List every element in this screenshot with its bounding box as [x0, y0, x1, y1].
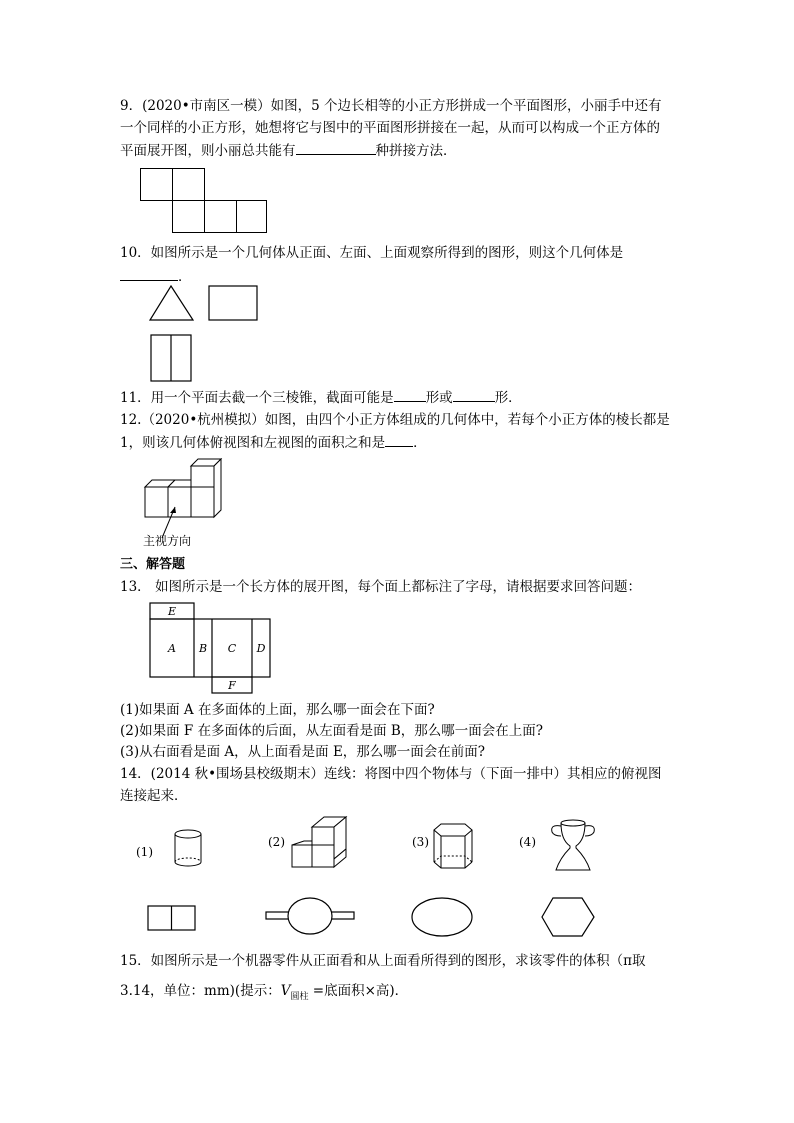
q11-line [120, 387, 522, 408]
view-direction-label: 主视方向 [143, 534, 192, 548]
q14-line2: 连接起来． [120, 788, 188, 804]
answer-blank [296, 140, 376, 155]
q9-line1: 9．(2020•市南区一模）如图，5 个边长相等的小正方形拼成一个平面图形，小丽手中还有 [120, 98, 662, 114]
q14-line1: 14．(2014 秋•围场县校级期末）连线：将图中四个物体与（下面一排中）其相应的俯视图 [120, 766, 662, 782]
answer-blank [385, 432, 413, 447]
q9-squares-figure [140, 168, 270, 234]
q15-line2-before: 3.14，单位：mm)(提示： [120, 983, 281, 999]
face-label: E [167, 605, 177, 618]
cylinder-object [172, 828, 204, 870]
section-title: 三、解答题 [120, 557, 186, 572]
top-view-two-squares [146, 904, 198, 934]
q10-line2-after: ． [178, 269, 192, 285]
top-view-hexagon [540, 896, 596, 940]
q15-line1: 15．如图所示是一个机器零件从正面看和从上面看所得到的图形，求该零件的体积（π取 [120, 953, 646, 969]
cube-front-face [191, 487, 214, 517]
answer-blank [453, 387, 495, 402]
square [237, 201, 267, 233]
q11-middle: 形或 [425, 390, 453, 406]
formula-v: V [280, 983, 291, 999]
cube-front-face [145, 487, 168, 517]
q13-intro: 13． 如图所示是一个长方体的展开图，每个面上都标注了字母，请根据要求回答问题： [120, 579, 641, 595]
q15-line2 [120, 981, 408, 1003]
face-label: F [228, 679, 236, 692]
q11-before: 11．用一个平面去截一个三棱锥，截面可能是 [120, 390, 394, 406]
q13-sub1: (1)如果面 A 在多面体的上面，那么哪一面会在下面? [120, 702, 435, 718]
q12-line2-after: ． [413, 435, 427, 451]
q10-views-figure [148, 284, 263, 384]
stacked-blocks-object [290, 815, 356, 871]
cube-front-face [191, 466, 214, 487]
face-label: D [256, 642, 266, 655]
top-view-circle-with-handles [264, 896, 356, 936]
q13-sub2: (2)如果面 F 在多面体的后面，从左面看是面 B，那么哪一面会在上面? [120, 723, 544, 739]
q9-line2: 一个同样的小正方形，她想将它与图中的平面图形拼接在一起，从而可以构成一个正方体的 [120, 120, 660, 136]
q9-line3-after: 种拼接方法． [375, 143, 457, 159]
object-label: (1) [136, 845, 153, 859]
front-view-triangle [150, 286, 193, 320]
object-label: (4) [519, 835, 536, 849]
q10-line1: 10．如图所示是一个几何体从正面、左面、上面观察所得到的图形，则这个几何体是 [120, 245, 624, 261]
left-view-rectangle [209, 286, 257, 320]
formula-subscript: 圆柱 [290, 992, 309, 1002]
cube-side-face [214, 459, 221, 517]
square [173, 169, 205, 201]
q13-sub3: (3)从右面看是面 A，从上面看是面 E，那么哪一面会在前面? [120, 744, 486, 760]
q15-line2-after: =底面积×高)． [308, 983, 409, 999]
answer-blank [120, 266, 178, 281]
q9-line3-before: 平面展开图，则小丽总共能有 [120, 143, 296, 159]
q12-line2 [120, 432, 427, 453]
answer-blank [394, 387, 426, 402]
face-label: A [168, 642, 176, 655]
trophy-object [546, 818, 600, 874]
q13-net-figure [148, 601, 276, 697]
square [173, 201, 205, 233]
face-label: C [227, 642, 237, 655]
face-label: B [198, 642, 208, 655]
q12-line2-before: 1，则该几何体俯视图和左视图的面积之和是 [120, 435, 386, 451]
q9-line3 [120, 140, 457, 161]
object-label: (3) [412, 835, 429, 849]
q12-line1: 12.（2020•杭州模拟）如图，由四个小正方体组成的几何体中，若每个小正方体的棱长都是 [120, 412, 670, 428]
top-view-ellipse [410, 896, 474, 938]
square [141, 169, 173, 201]
square [205, 201, 237, 233]
object-label: (2) [268, 835, 285, 849]
q11-after: 形． [494, 390, 522, 406]
hexagonal-prism-object [432, 822, 474, 872]
